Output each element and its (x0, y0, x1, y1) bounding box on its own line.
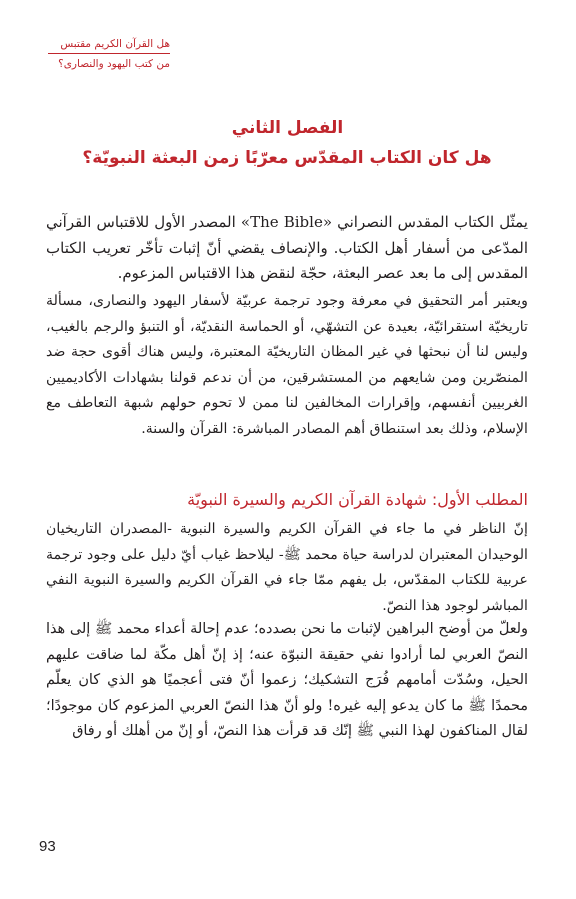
chapter-title: هل كان الكتاب المقدّس معرّبًا زمن البعثة النبويّة؟ (82, 148, 492, 168)
running-header-line2: من كتب اليهود والنصارى؟ (58, 58, 170, 70)
running-header-line1: هل القرآن الكريم مقتبس (60, 38, 170, 50)
page-number: 93 (39, 838, 56, 855)
chapter-label: الفصل الثاني (231, 118, 344, 138)
section-heading: المطلب الأول: شهادة القرآن الكريم والسيرة النبويّة (187, 490, 528, 509)
header-rule (48, 53, 170, 54)
paragraph-4: ولعلّ من أوضح البراهين لإثبات ما نحن بصدده؛ عدم إحالة أعداء محمد ﷺ إلى هذا النصّ العربي لما أرادوا نفي حقيقة النبوّة عنه؛ إذ إنّ أهل مكّة لما ضاقت عليهم الحيل، وسُدّت أمامهم فُرَج التشكيك؛ زعموا أنّ فتى أعجميًا هو الذي كان يعلّم محمدًا ﷺ ما كان يدعو إليه غيره! ولو أنّ هذا النصّ العربي المزعوم كان موجودًا؛ لقال المناكفون لهذا النبي ﷺ إنّك قد قرأت هذا النصّ، أو إنّ من أهلك أو رفاق (46, 621, 528, 740)
paragraph-2: ويعتبر أمر التحقيق في معرفة وجود ترجمة عربيّة لأسفار اليهود والنصارى، مسألة تاريخيّة استقرائيّة، بعيدة عن التشهّي، أو الحماسة النقديّة، أو التنبؤ والرجم بالغيب، وليس لنا أن نبحثها في غير المظان التاريخيّة المعتبرة، وليس هناك أقوى حجة ضد المنصّرين ومن شايعهم من المستشرقين، من أن ندعم قولنا بشهادات الأكاديميين الغربيين أنفسهم، وإقرارات المخالفين لنا ممن لا تحوم حولهم شبهة التعاطف مع الإسلام، وذلك بعد استنطاق أهم المصادر المباشرة: القرآن والسنة. (46, 293, 528, 437)
running-header (48, 36, 170, 72)
paragraph-1: يمثّل الكتاب المقدس النصراني «The Bible» المصدر الأول للاقتباس القرآني المدّعى من أسفار أهل الكتاب. والإنصاف يقضي أنّ إثبات تأخّر تعريب الكتاب المقدس إلى ما بعد عصر البعثة، حجّة لنقض هذا الاقتباس المزعوم. (46, 213, 528, 283)
paragraph-3: إنّ الناظر في ما جاء في القرآن الكريم والسيرة النبوية -المصدران التاريخيان الوحيدان المعتبران لدراسة حياة محمد ﷺ- ليلاحظ غياب أيّ دليل على وجود ترجمة عربية للكتاب المقدّس، بل يفهم ممّا جاء في القرآن الكريم والسيرة النبوية النفي المباشر لوجود هذا النصّ. (46, 521, 528, 614)
